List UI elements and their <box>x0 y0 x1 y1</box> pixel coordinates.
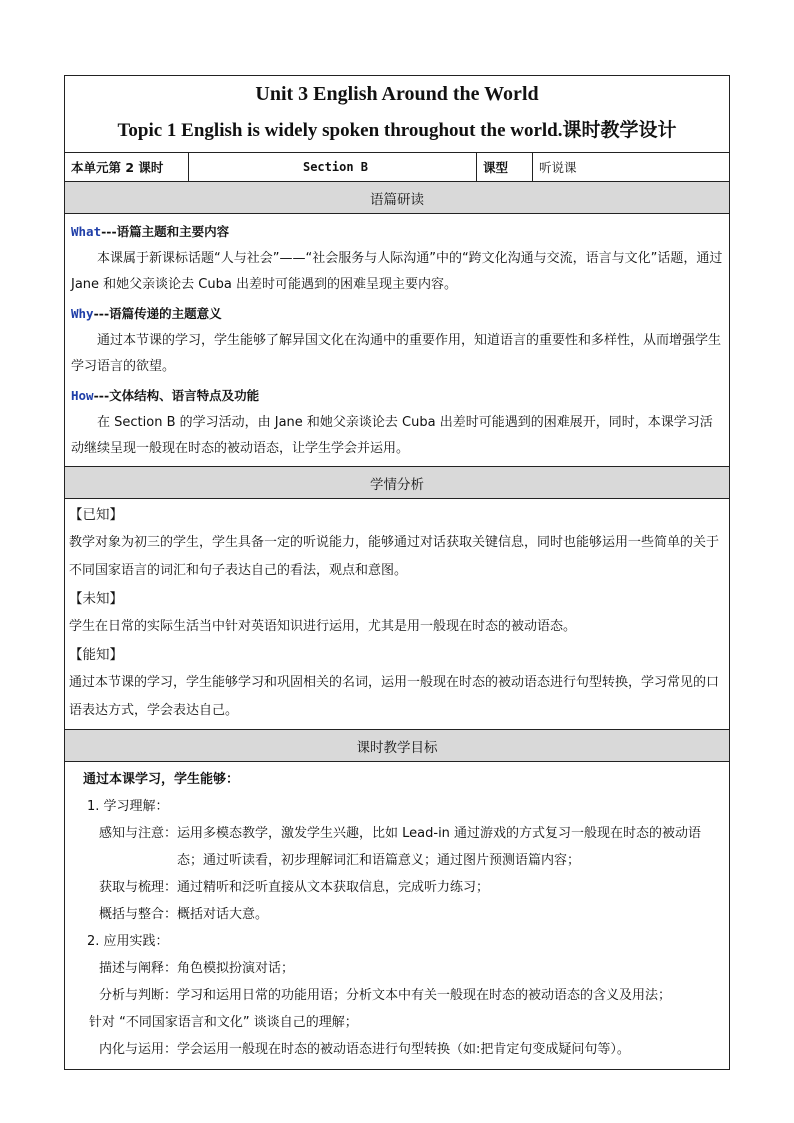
goal-1c-label: 概括与整合： <box>99 907 178 922</box>
goal-2a <box>75 955 723 982</box>
how-subtitle: ---文体结构、语言特点及功能 <box>93 388 260 403</box>
goal-1a-label: 感知与注意： <box>99 826 178 841</box>
band-goals <box>65 730 730 762</box>
goal-2a-text: 角色模拟扮演对话； <box>177 961 295 976</box>
goal-2c-label: 内化与运用： <box>99 1042 178 1057</box>
title-cell <box>65 76 730 153</box>
unknown-heading: 【未知】 <box>69 591 123 607</box>
why-subtitle: ---语篇传递的主题意义 <box>93 306 222 321</box>
topic-title-en: Topic 1 English is widely spoken throughout the world. <box>117 120 563 141</box>
known-paragraph: 教学对象为初三的学生，学生具备一定的听说能力，能够通过对话获取关键信息，同时也能够运用一些简单的关于不同国家语言的词汇和句子表达自己的看法，观点和意图。 <box>69 535 720 578</box>
how-heading <box>71 382 723 410</box>
band-goals-title: 课时教学目标 <box>65 730 730 762</box>
section-label: Section B <box>189 153 477 182</box>
why-label: Why <box>71 306 94 321</box>
learner-cell <box>65 499 730 730</box>
goal-2b-continued: 针对 “不同国家语言和文化” 谈谈自己的理解； <box>89 1015 358 1030</box>
goals-row <box>65 762 730 1070</box>
what-subtitle: ---语篇主题和主要内容 <box>101 224 230 239</box>
why-heading <box>71 300 723 328</box>
goal-1a-text: 运用多模态教学，激发学生兴趣，比如 Lead-in 通过游戏的方式复习一般现在时态的被动语态；通过听读看，初步理解词汇和语篇意义；通过图片预测语篇内容； <box>177 826 702 868</box>
goal-1-heading: 1. 学习理解： <box>87 799 169 814</box>
goals-intro: 通过本课学习，学生能够： <box>83 772 240 787</box>
lesson-plan-table <box>64 75 730 1070</box>
text-study-row <box>65 214 730 467</box>
goal-2b-label: 分析与判断： <box>99 988 178 1003</box>
able-paragraph: 通过本节课的学习，学生能够学习和巩固相关的名词，运用一般现在时态的被动语态进行句型转换，学习常见的口语表达方式，学会表达自己。 <box>69 675 720 718</box>
title-row <box>65 76 730 153</box>
type-label: 课型 <box>477 153 533 182</box>
band-text-study <box>65 182 730 214</box>
band-learner-title: 学情分析 <box>65 467 730 499</box>
goal-2a-label: 描述与阐释： <box>99 961 178 976</box>
topic-title-cn: 课时教学设计 <box>562 119 677 141</box>
how-label: How <box>71 388 94 403</box>
lesson-plan-sheet <box>64 75 729 1070</box>
how-paragraph: 在 Section B 的学习活动，由 Jane 和她父亲谈论去 Cuba 出差时可能遇到的困难展开，同时，本课学习活动继续呈现一般现在时态的被动语态，让学生学会并运用。 <box>71 415 713 456</box>
goal-2-heading: 2. 应用实践： <box>87 934 169 949</box>
learner-row <box>65 499 730 730</box>
lesson-number: 本单元第 2 课时 <box>65 153 189 182</box>
unknown-paragraph: 学生在日常的实际生活当中针对英语知识进行运用，尤其是用一般现在时态的被动语态。 <box>69 619 577 634</box>
goal-1b <box>75 874 723 901</box>
goal-2c-text: 学会运用一般现在时态的被动语态进行句型转换（如:把肯定句变成疑问句等）。 <box>177 1042 630 1057</box>
goal-2c <box>75 1036 723 1063</box>
band-learner <box>65 467 730 499</box>
known-heading: 【已知】 <box>69 507 123 523</box>
topic-title <box>65 115 729 146</box>
what-paragraph: 本课属于新课标话题“人与社会”——“社会服务与人际沟通”中的“跨文化沟通与交流，语言与文化”话题，通过 Jane 和她父亲谈论去 Cuba 出差时可能遇到的困难呈现主要内容。 <box>71 251 723 292</box>
goal-1b-text: 通过精听和泛听直接从文本获取信息，完成听力练习； <box>177 880 490 895</box>
goal-1c-text: 概括对话大意。 <box>177 907 269 922</box>
text-study-cell <box>65 214 730 467</box>
what-label: What <box>71 224 102 239</box>
able-heading: 【能知】 <box>69 647 123 663</box>
unit-title: Unit 3 English Around the World <box>255 83 539 105</box>
type-value: 听说课 <box>533 153 730 182</box>
meta-row <box>65 153 730 182</box>
why-paragraph: 通过本节课的学习，学生能够了解异国文化在沟通中的重要作用，知道语言的重要性和多样性，从而增强学生学习语言的欲望。 <box>71 333 722 374</box>
goal-1c <box>75 901 723 928</box>
goals-cell <box>65 762 730 1070</box>
goal-2b-text: 学习和运用日常的功能用语；分析文本中有关一般现在时态的被动语态的含义及用法； <box>177 988 672 1003</box>
goal-2b <box>75 982 723 1009</box>
band-text-study-title: 语篇研读 <box>65 182 730 214</box>
goal-1b-label: 获取与梳理： <box>99 880 178 895</box>
goal-1a <box>75 820 723 874</box>
what-heading <box>71 218 723 246</box>
